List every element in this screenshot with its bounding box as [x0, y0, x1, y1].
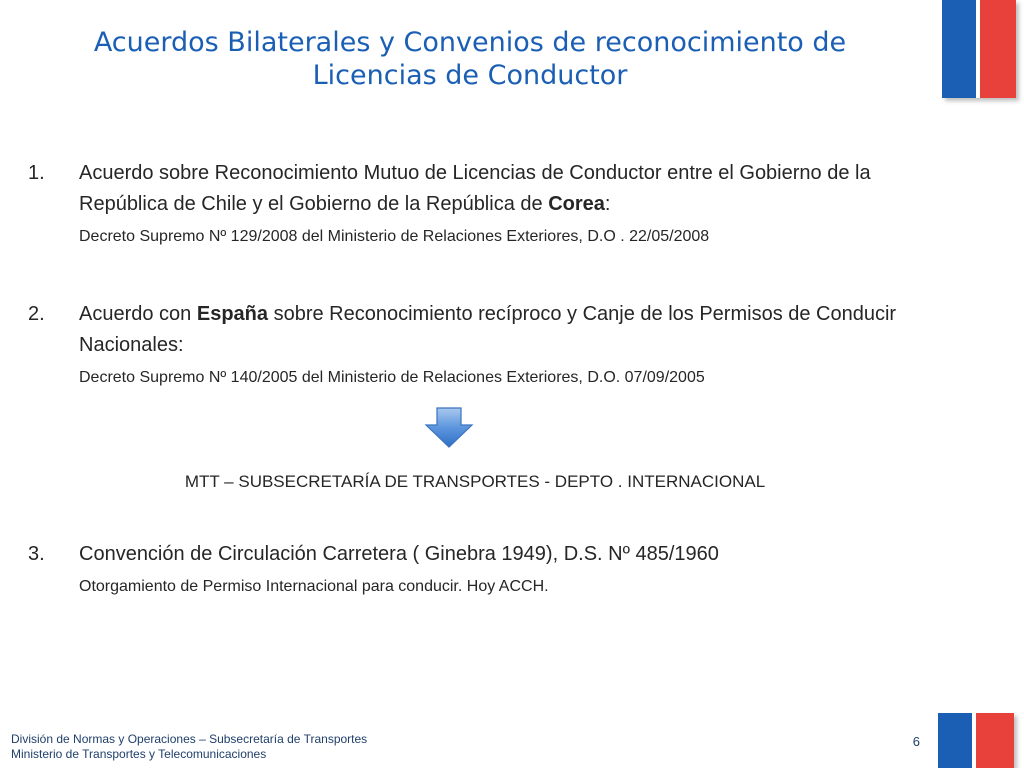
down-arrow-icon	[424, 407, 474, 449]
text-segment: Acuerdo sobre Reconocimiento Mutuo de Licencias de Conductor entre el Gobierno de la República de Chile y el Gobierno de la República de	[79, 162, 871, 215]
list-item-3	[28, 539, 948, 599]
title-line-1: Acuerdos Bilaterales y Convenios de reconocimiento de	[93, 27, 847, 58]
text-segment: Acuerdo con	[79, 303, 197, 325]
flag-decoration-top	[942, 0, 1016, 98]
list-item-2	[28, 299, 948, 390]
flag-red-stripe	[976, 713, 1014, 768]
title-line-2: Licencias de Conductor	[312, 60, 628, 91]
list-number: 3.	[28, 543, 45, 565]
flag-decoration-bottom	[938, 713, 1014, 768]
flag-blue-stripe	[942, 0, 976, 98]
text-segment: sobre Reconocimiento recíproco y Canje de los Permisos de Conducir Nacionales:	[79, 303, 897, 356]
slide-title	[60, 26, 880, 92]
page-number: 6	[912, 734, 920, 749]
down-arrow-icon-svg	[424, 407, 474, 449]
department-line: MTT – SUBSECRETARÍA DE TRANSPORTES - DEPTO . INTERNACIONAL	[184, 472, 766, 491]
list-item-1	[28, 158, 948, 249]
text-segment: :	[604, 193, 611, 215]
flag-blue-stripe	[938, 713, 972, 768]
footer-line-1: División de Normas y Operaciones – Subsecretaría de Transportes	[11, 732, 368, 746]
list-item-subtext: Decreto Supremo Nº 129/2008 del Ministerio de Relaciones Exteriores, D.O . 22/05/2008	[79, 228, 710, 245]
list-item-text	[79, 158, 948, 220]
list-item-subtext: Decreto Supremo Nº 140/2005 del Ministerio de Relaciones Exteriores, D.O. 07/09/2005	[79, 369, 705, 386]
list-item-text: Convención de Circulación Carretera ( Ginebra 1949), D.S. Nº 485/1960	[79, 543, 719, 565]
footer	[11, 732, 367, 762]
list-item-text	[79, 299, 948, 361]
list-number: 2.	[28, 303, 45, 325]
bold-country: Corea	[548, 193, 605, 215]
list-number: 1.	[28, 162, 45, 184]
list-item-subtext: Otorgamiento de Permiso Internacional para conducir. Hoy ACCH.	[79, 578, 549, 595]
bold-country: España	[196, 303, 269, 325]
footer-line-2: Ministerio de Transportes y Telecomunicaciones	[11, 747, 267, 761]
flag-red-stripe	[980, 0, 1016, 98]
